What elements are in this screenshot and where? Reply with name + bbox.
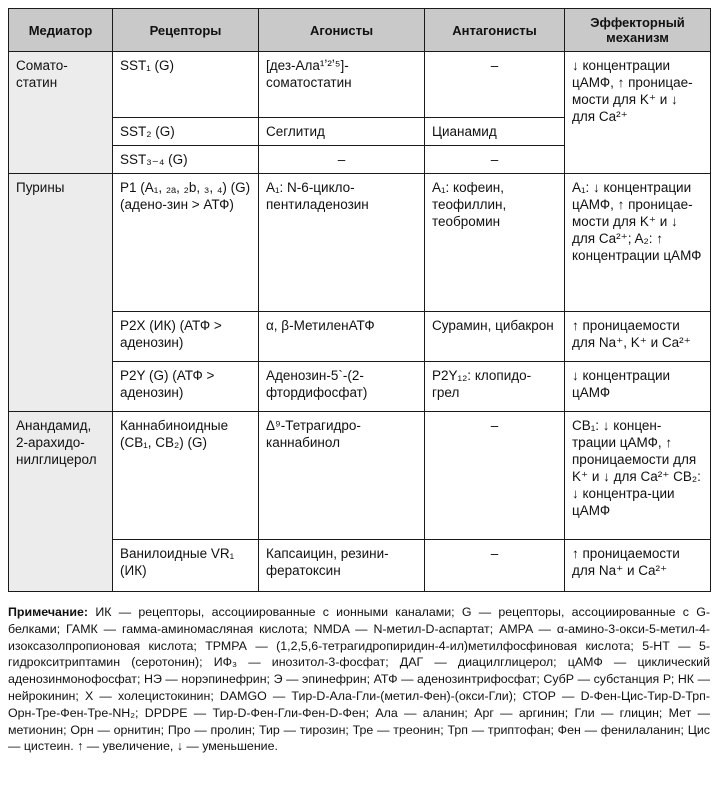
header-mechanism: Эффекторный механизм	[565, 9, 711, 52]
antagonist-cell: –	[425, 412, 565, 540]
receptor-cell: SST₃₋₄ (G)	[113, 146, 259, 174]
document	[8, 8, 710, 755]
receptor-cell: Ванилоидные VR₁ (ИК)	[113, 540, 259, 592]
agonist-cell: Капсаицин, резини-фератоксин	[259, 540, 425, 592]
table-row	[9, 312, 711, 362]
receptor-cell: P1 (A₁, ₂ₐ, ₂b, ₃, ₄) (G) (адено-зин > АТФ)	[113, 174, 259, 312]
agonist-cell: A₁: N-6-цикло-пентиладенозин	[259, 174, 425, 312]
header-receptors: Рецепторы	[113, 9, 259, 52]
header-agonists: Агонисты	[259, 9, 425, 52]
mechanism-cell: ↑ проницаемости для Na⁺ и Ca²⁺	[565, 540, 711, 592]
antagonist-cell: –	[425, 540, 565, 592]
antagonist-cell: P2Y₁₂: клопидо-грел	[425, 362, 565, 412]
header-mediator: Медиатор	[9, 9, 113, 52]
receptor-cell: P2Y (G) (АТФ > аденозин)	[113, 362, 259, 412]
table-row	[9, 412, 711, 540]
header-antagonists: Антагонисты	[425, 9, 565, 52]
receptor-cell: Каннабиноидные (CB₁, CB₂) (G)	[113, 412, 259, 540]
antagonist-cell: A₁: кофеин, теофиллин, теобромин	[425, 174, 565, 312]
receptor-table	[8, 8, 711, 592]
table-header-row	[9, 9, 711, 52]
agonist-cell: Сеглитид	[259, 118, 425, 146]
agonist-cell: [дез-Ала¹ʼ²ʼ⁵]-соматостатин	[259, 52, 425, 118]
mediator-cell: Сомато-статин	[9, 52, 113, 174]
footnote	[8, 604, 710, 755]
agonist-cell: α, β-МетиленАТФ	[259, 312, 425, 362]
mechanism-cell: A₁: ↓ концентрации цАМФ, ↑ проницае-мости для K⁺ и ↓ для Ca²⁺; A₂: ↑ концентрации цАМФ	[565, 174, 711, 312]
agonist-cell: Аденозин-5`-(2-фтордифосфат)	[259, 362, 425, 412]
antagonist-cell: –	[425, 146, 565, 174]
receptor-cell: P2X (ИК) (АТФ > аденозин)	[113, 312, 259, 362]
antagonist-cell: –	[425, 52, 565, 118]
table-row	[9, 52, 711, 118]
mechanism-cell: ↑ проницаемости для Na⁺, K⁺ и Ca²⁺	[565, 312, 711, 362]
mechanism-cell: ↓ концентрации цАМФ, ↑ проницае-мости для K⁺ и ↓ для Ca²⁺	[565, 52, 711, 174]
mechanism-cell: ↓ концентрации цАМФ	[565, 362, 711, 412]
footnote-label: Примечание:	[8, 605, 89, 619]
mechanism-cell: CB₁: ↓ концен-трации цАМФ, ↑ проницаемости для K⁺ и ↓ для Ca²⁺ CB₂: ↓ концентра-ции цАМФ	[565, 412, 711, 540]
receptor-cell: SST₂ (G)	[113, 118, 259, 146]
mediator-cell: Анандамид, 2-арахидо-нилглицерол	[9, 412, 113, 592]
table-row	[9, 174, 711, 312]
agonist-cell: Δ⁹-Тетрагидро-каннабинол	[259, 412, 425, 540]
table-row	[9, 540, 711, 592]
footnote-text: ИК — рецепторы, ассоциированные с ионными каналами; G — рецепторы, ассоциированные с G-белками; ГАМК — гамма-аминомасляная кислота; NMDA — N-метил-D-аспартат; AMPA — α-амино-3-окси-5-метил-4-изоксазолпропионовая кислота; ТРМРА — (1,2,5,6-тетрагидропиридин-4-ил)метилфосфиновая кислота; 5-НТ — 5-гидрокситриптамин (серотонин); ИФ₃ — инозитол-3-фосфат; ДАГ — диацилглицерол; цАМФ — циклический аденозинмонофосфат; НЭ — норэпинефрин; Э — эпинефрин; АТФ — аденозинтрифосфат; СубР — субстанция Р; НК — нейрокинин; Х — холецистокинин; DAMGO — Тир-D-Ала-Гли-(метил-Фен)-(окси-Гли); СТОР — D-Фен-Цис-Тир-D-Трп-Орн-Тре-Фен-Тре-NH₂; DPDPE — Тир-D-Фен-Гли-Фен-D-Фен; Ала — аланин; Арг — аргинин; Гли — глицин; Мет — метионин; Орн — орнитин; Про — пролин; Тир — тирозин; Тре — треонин; Трп — триптофан; Фен — фенилаланин; Цис — цистеин. ↑ — увеличение, ↓ — уменьшение.	[8, 605, 710, 754]
antagonist-cell: Сурамин, цибакрон	[425, 312, 565, 362]
receptor-cell: SST₁ (G)	[113, 52, 259, 118]
antagonist-cell: Цианамид	[425, 118, 565, 146]
agonist-cell: –	[259, 146, 425, 174]
mediator-cell: Пурины	[9, 174, 113, 412]
table-row	[9, 362, 711, 412]
